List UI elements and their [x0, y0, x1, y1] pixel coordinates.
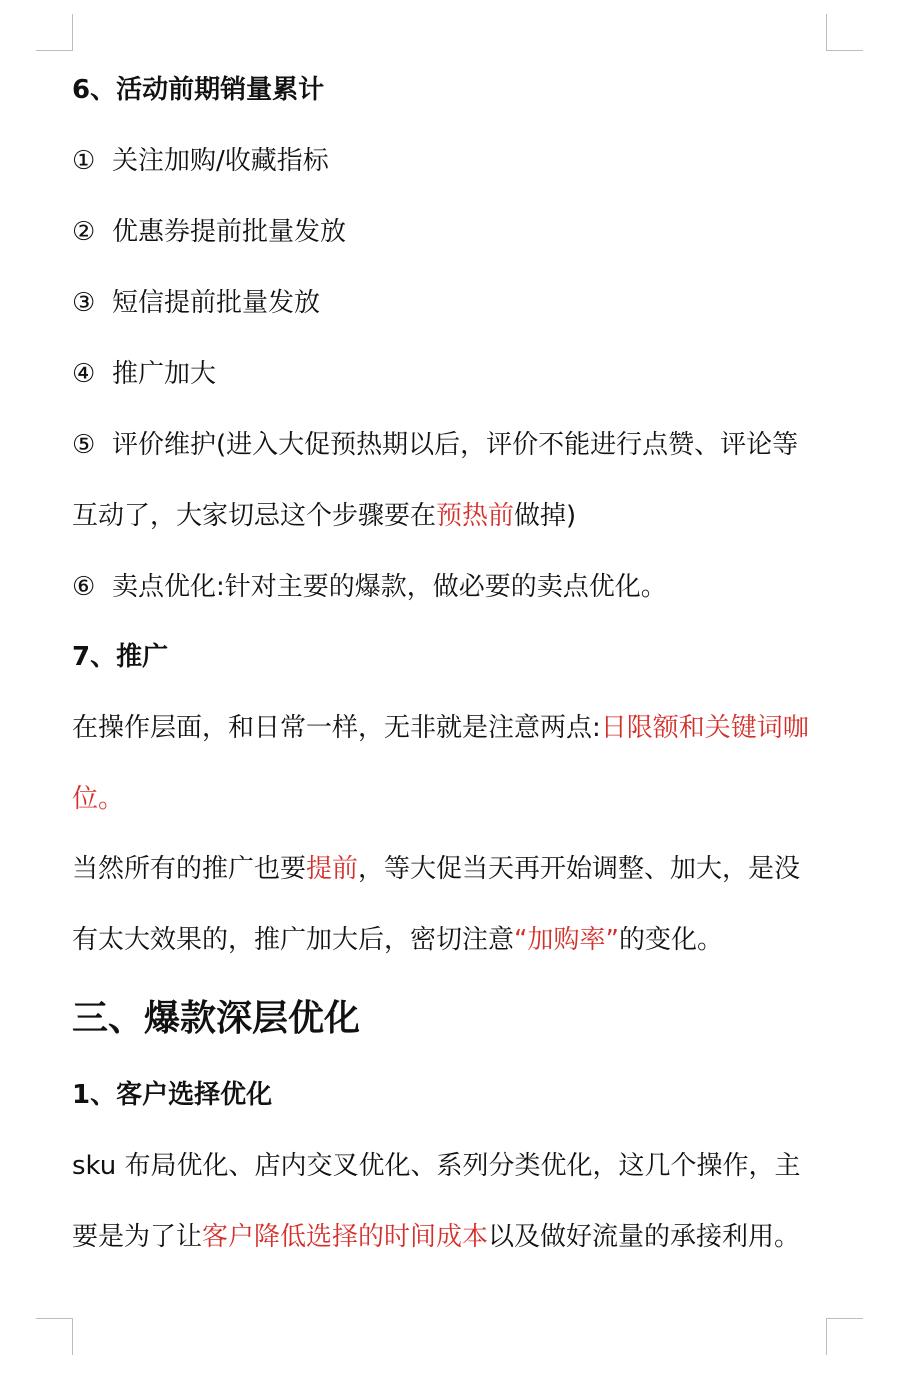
list-number: ④ [72, 359, 96, 389]
highlight-text: 客户降低选择的时间成本 [202, 1222, 489, 1252]
paragraph-line: 要是为了让客户降低选择的时间成本以及做好流量的承接利用。 [72, 1222, 801, 1252]
paragraph-line [72, 779, 124, 819]
list-number: ③ [72, 288, 96, 318]
highlight-text: “加购率” [514, 925, 619, 955]
paragraph-line: sku 布局优化、店内交叉优化、系列分类优化，这几个操作，主 [72, 1151, 801, 1181]
list-item [72, 425, 798, 465]
paragraph-line: 当然所有的推广也要提前，等大促当天再开始调整、加大，是没 [72, 854, 801, 884]
list-item-text: 优惠券提前批量发放 [112, 217, 347, 247]
subsection-heading: 1、客户选择优化 [72, 1080, 273, 1110]
crop-mark-top-right [826, 14, 863, 51]
list-number: ⑥ [72, 572, 96, 602]
list-item [72, 567, 667, 607]
list-item-text: 卖点优化:针对主要的爆款，做必要的卖点优化。 [112, 572, 667, 602]
list-item [72, 283, 320, 323]
crop-mark-bottom-right [826, 1318, 863, 1355]
highlight-text: 提前 [306, 854, 359, 884]
list-item-text: 短信提前批量发放 [112, 288, 321, 318]
list-item [72, 212, 346, 252]
highlight-text: 预热前 [436, 501, 515, 531]
list-number: ① [72, 146, 96, 176]
paragraph-line: 有太大效果的，推广加大后，密切注意“加购率”的变化。 [72, 925, 723, 955]
list-item-text: 评价维护(进入大促预热期以后，评价不能进行点赞、评论等 [112, 430, 799, 460]
list-number: ⑤ [72, 430, 96, 460]
section-6-heading: 6、活动前期销量累计 [72, 75, 325, 105]
section-7-heading: 7、推广 [72, 642, 169, 672]
paragraph-line: 在操作层面，和日常一样，无非就是注意两点:日限额和关键词咖 [72, 713, 809, 743]
list-item [72, 141, 329, 181]
list-item-continuation: 互动了，大家切忌这个步骤要在预热前做掉) [72, 501, 577, 531]
highlight-text: 位。 [72, 784, 125, 814]
crop-mark-top-left [36, 14, 73, 51]
list-item [72, 354, 216, 394]
list-item-text: 关注加购/收藏指标 [112, 146, 329, 176]
part-3-heading: 三、爆款深层优化 [72, 998, 361, 1039]
crop-mark-bottom-left [36, 1318, 73, 1355]
list-item-text: 推广加大 [112, 359, 217, 389]
highlight-text: 日限额和关键词咖 [600, 713, 809, 743]
list-number: ② [72, 217, 96, 247]
